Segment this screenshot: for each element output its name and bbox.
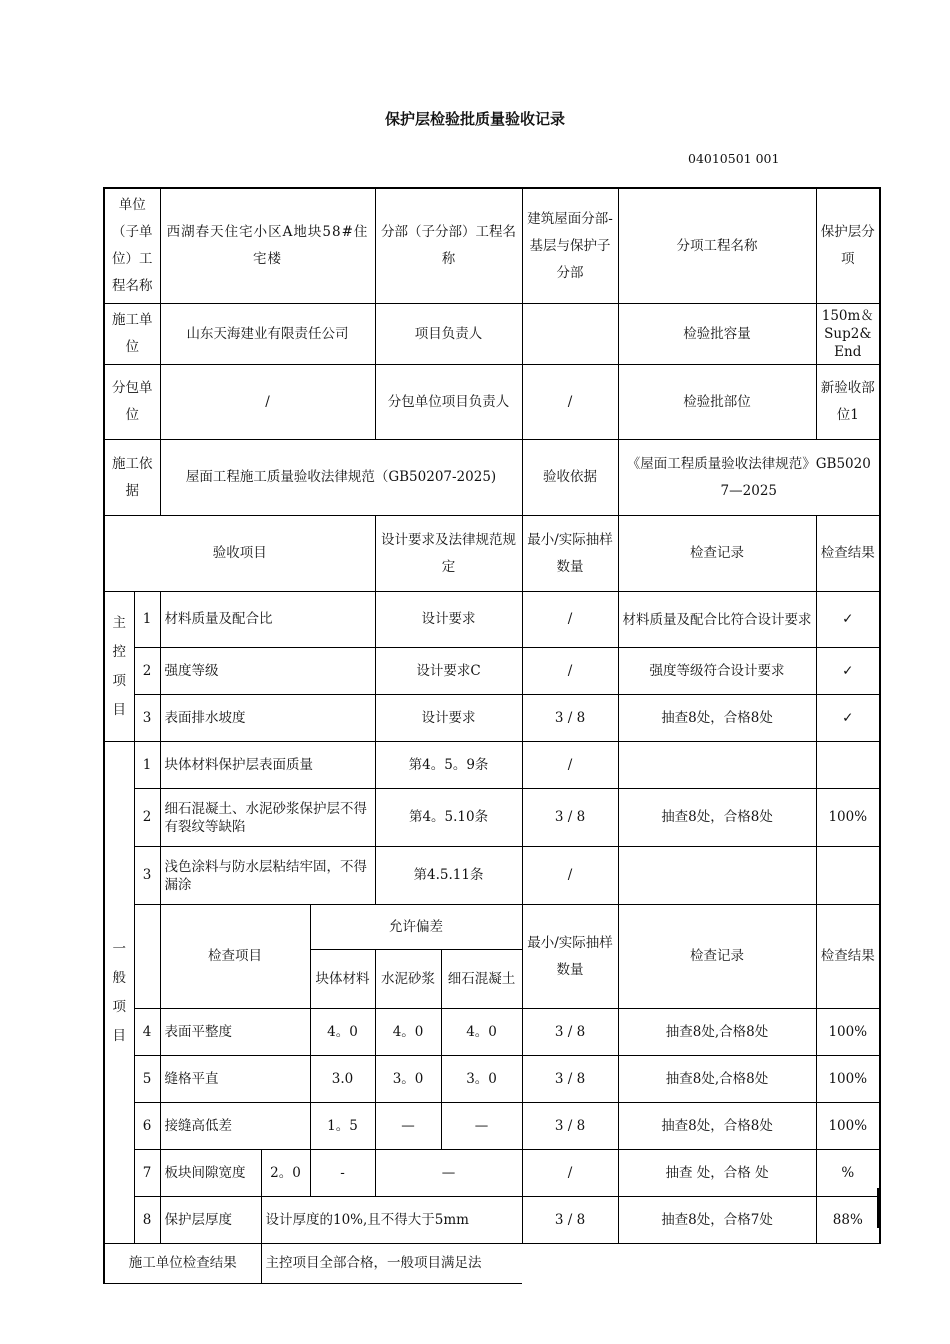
contractor-result-label: 施工单位检查结果: [104, 1244, 261, 1284]
item-name: 表面平整度: [160, 1009, 310, 1056]
construction-basis-label: 施工依据: [104, 440, 160, 516]
item-sample: 3 / 8: [522, 695, 618, 742]
item-sample: 3 / 8: [522, 789, 618, 847]
item-name: 细石混凝土、水泥砂浆保护层不得有裂纹等缺陷: [160, 789, 375, 847]
item-name: 块体材料保护层表面质量: [160, 742, 375, 789]
dev-value-block: 1。5: [310, 1103, 375, 1150]
location-label: 检验批部位: [618, 365, 816, 440]
item-no: 1: [134, 742, 160, 789]
item-record: 抽查 处，合格 处: [618, 1150, 816, 1197]
item-result: 88%: [816, 1197, 880, 1244]
col-header-item: 验收项目: [104, 516, 375, 592]
cut-off-area: [522, 1244, 880, 1284]
item-sample: 3 / 8: [522, 1056, 618, 1103]
general-group-label: 一般项目: [104, 742, 134, 1244]
item-record: 抽查8处,合格8处: [618, 1009, 816, 1056]
item-result: 100%: [816, 1103, 880, 1150]
col-header-design: 设计要求及法律规范规定: [375, 516, 522, 592]
item-design: 第4。5。9条: [375, 742, 522, 789]
item-result: ✓: [816, 592, 880, 648]
item-name: 板块间隙宽度: [160, 1150, 261, 1197]
page-title: 保护层检验批质量验收记录: [384, 110, 565, 128]
dev-value-concrete: 4。0: [441, 1009, 522, 1056]
dev-value-gap: 2。0: [261, 1150, 310, 1197]
item-result: 100%: [816, 789, 880, 847]
item-no: 6: [134, 1103, 160, 1150]
sub-project-manager-label: 分包单位项目负责人: [375, 365, 522, 440]
dev-header-block: 块体材料: [310, 950, 375, 1009]
subcontractor-label: 分包单位: [104, 365, 160, 440]
item-result: %: [816, 1150, 880, 1197]
item-name: 缝格平直: [160, 1056, 310, 1103]
contractor-label: 施工单位: [104, 304, 160, 365]
item-design: 设计要求: [375, 592, 522, 648]
acceptance-basis-label: 验收依据: [522, 440, 618, 516]
main-control-group-label: 主控项目: [104, 592, 134, 742]
item-record: 抽查8处，合格8处: [618, 789, 816, 847]
item-name: 接缝高低差: [160, 1103, 310, 1150]
dev-value-mortar: —: [375, 1103, 441, 1150]
dev-header-allowed: 允许偏差: [310, 905, 522, 950]
item-record: 抽查8处，合格8处: [618, 1103, 816, 1150]
item-sample: /: [522, 648, 618, 695]
thickness-spec: 设计厚度的10%,且不得大于5mm: [261, 1197, 522, 1244]
item-record: 抽查8处，合格8处: [618, 695, 816, 742]
item-result: [816, 847, 880, 905]
dev-header-concrete: 细石混凝土: [441, 950, 522, 1009]
item-design: 设计要求: [375, 695, 522, 742]
dev-header-check-item: 检查项目: [160, 905, 310, 1009]
item-name-label: 分项工程名称: [618, 188, 816, 304]
item-no: 8: [134, 1197, 160, 1244]
item-result: ✓: [816, 695, 880, 742]
item-design: 第4。5.10条: [375, 789, 522, 847]
item-name: 浅色涂料与防水层粘结牢固，不得漏涂: [160, 847, 375, 905]
dev-value-mortar: 3。0: [375, 1056, 441, 1103]
item-no: 7: [134, 1150, 160, 1197]
item-sample: /: [522, 1150, 618, 1197]
project-manager-label: 项目负责人: [375, 304, 522, 365]
item-sample: 3 / 8: [522, 1103, 618, 1150]
item-no: 3: [134, 695, 160, 742]
item-sample: /: [522, 742, 618, 789]
item-name: 保护层厚度: [160, 1197, 261, 1244]
item-record: [618, 847, 816, 905]
item-no: 1: [134, 592, 160, 648]
item-record: 材料质量及配合比符合设计要求: [618, 592, 816, 648]
dev-header-sample: 最小/实际抽样数量: [522, 905, 618, 1009]
subdivision-value: 建筑屋面分部-基层与保护子分部: [522, 188, 618, 304]
dev-header-record: 检查记录: [618, 905, 816, 1009]
item-sample: 3 / 8: [522, 1009, 618, 1056]
dev-header-mortar: 水泥砂浆: [375, 950, 441, 1009]
item-result: 100%: [816, 1056, 880, 1103]
acceptance-basis-value: 《屋面工程质量验收法律规范》GB50207—2025: [618, 440, 880, 516]
capacity-value: 150m＆Sup2&End: [816, 304, 880, 365]
dev-header-result: 检查结果: [816, 905, 880, 1009]
item-record: 抽查8处,合格8处: [618, 1056, 816, 1103]
subdivision-label: 分部（子分部）工程名称: [375, 188, 522, 304]
dev-value-concrete: 3。0: [441, 1056, 522, 1103]
dev-value-concrete: —: [441, 1103, 522, 1150]
item-no: 2: [134, 789, 160, 847]
contractor-value: 山东天海建业有限责任公司: [160, 304, 375, 365]
item-record: [618, 742, 816, 789]
contractor-result-value: 主控项目全部合格，一般项目满足法: [261, 1244, 522, 1284]
capacity-label: 检验批容量: [618, 304, 816, 365]
col-header-record: 检查记录: [618, 516, 816, 592]
item-no: 3: [134, 847, 160, 905]
item-name: 表面排水坡度: [160, 695, 375, 742]
record-code: 04010501 001: [688, 151, 780, 166]
item-name: 材料质量及配合比: [160, 592, 375, 648]
col-header-result: 检查结果: [816, 516, 880, 592]
dev-value-block: 4。0: [310, 1009, 375, 1056]
item-no: 2: [134, 648, 160, 695]
location-value: 新验收部位1: [816, 365, 880, 440]
dev-value-mortar: 4。0: [375, 1009, 441, 1056]
item-record: 抽查8处，合格7处: [618, 1197, 816, 1244]
item-design: 第4.5.11条: [375, 847, 522, 905]
unit-name-label: 单位（子单位）工程名称: [104, 188, 160, 304]
inspection-record-table: [103, 187, 881, 1284]
item-no: 4: [134, 1009, 160, 1056]
dev-value-block: 3.0: [310, 1056, 375, 1103]
item-design: 设计要求C: [375, 648, 522, 695]
dev-value-block: -: [310, 1150, 375, 1197]
item-sample: 3 / 8: [522, 1197, 618, 1244]
item-no: [134, 905, 160, 1009]
unit-name-value: 西湖春天住宅小区A地块58#住宅楼: [160, 188, 375, 304]
table-right-border-tail: [877, 1188, 879, 1228]
sub-project-manager-value: /: [522, 365, 618, 440]
item-sample: /: [522, 592, 618, 648]
item-name-value: 保护层分项: [816, 188, 880, 304]
item-result: ✓: [816, 648, 880, 695]
item-name: 强度等级: [160, 648, 375, 695]
subcontractor-value: /: [160, 365, 375, 440]
item-no: 5: [134, 1056, 160, 1103]
item-sample: /: [522, 847, 618, 905]
col-header-sample: 最小/实际抽样数量: [522, 516, 618, 592]
construction-basis-value: 屋面工程施工质量验收法律规范（GB50207-2025): [160, 440, 522, 516]
item-record: 强度等级符合设计要求: [618, 648, 816, 695]
item-result: 100%: [816, 1009, 880, 1056]
project-manager-value: [522, 304, 618, 365]
item-result: [816, 742, 880, 789]
dev-value-mortar-concrete: —: [375, 1150, 522, 1197]
